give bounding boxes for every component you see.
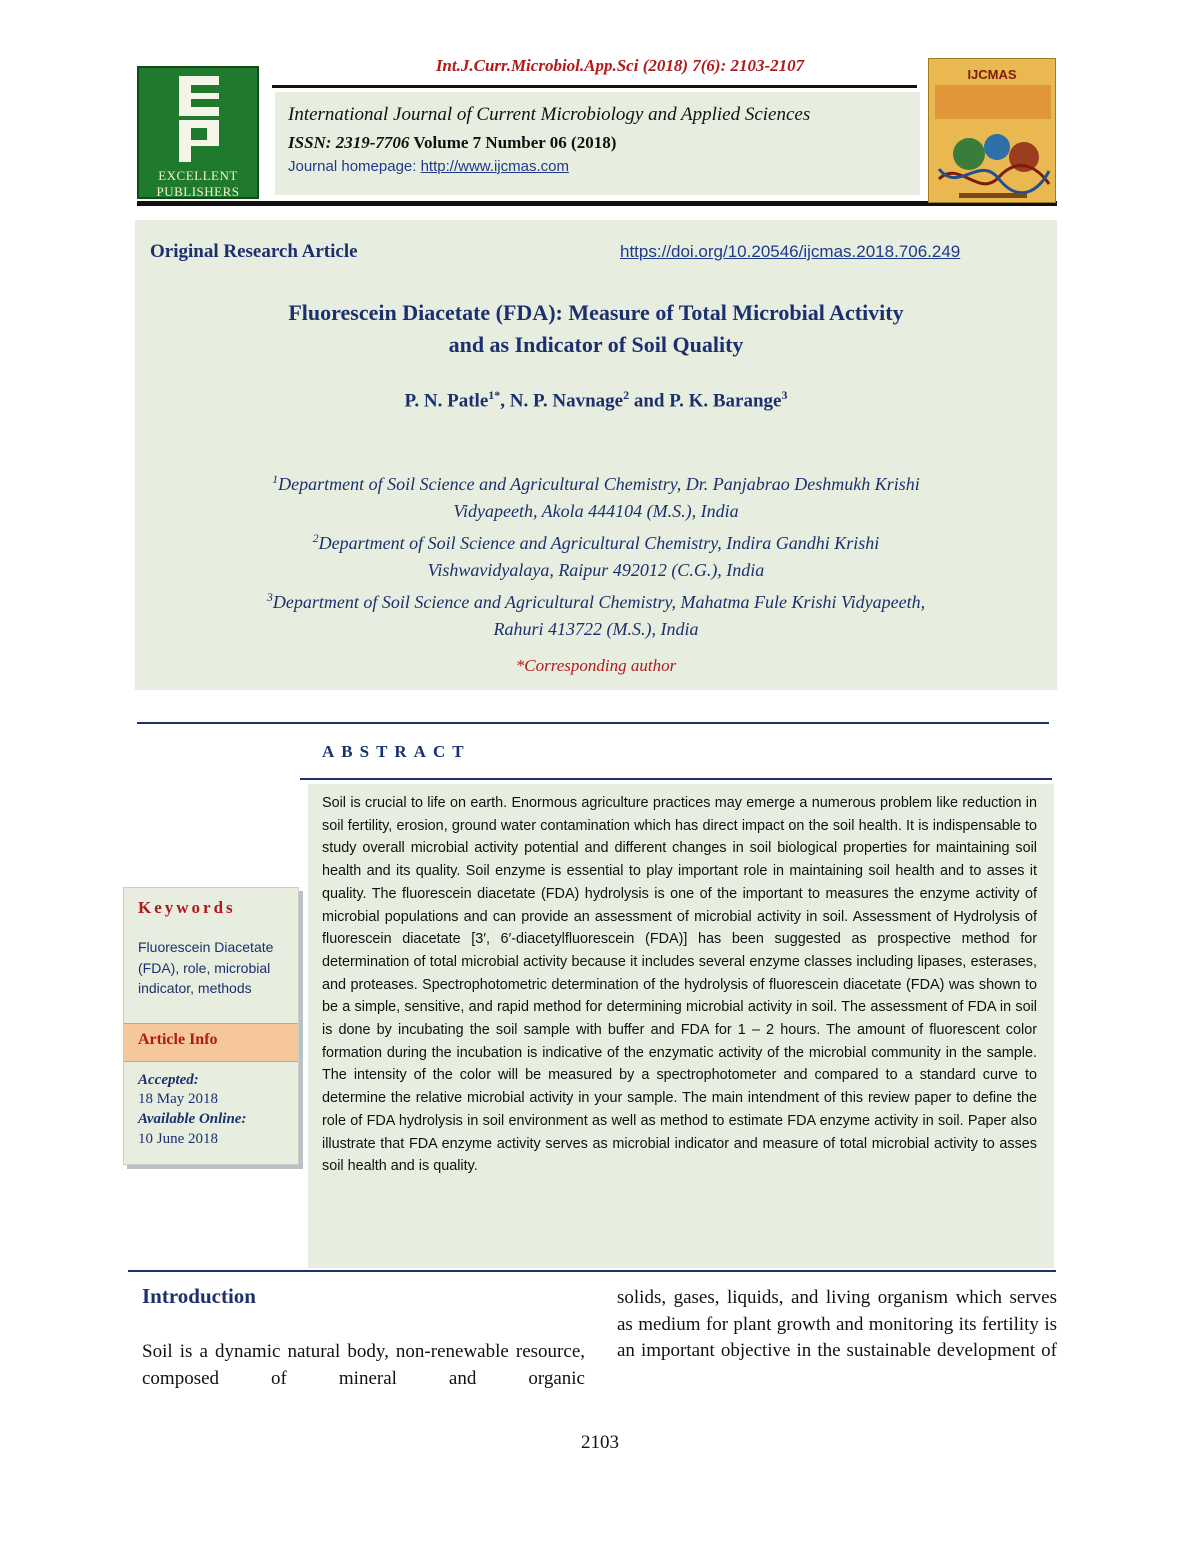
affiliation-1-line-1 (135, 466, 1057, 498)
abstract-text: Soil is crucial to life on earth. Enormous agriculture practices may emerge a numerous problem like reduction in soil fertility, erosion, ground water contamination which has direct impact on the soil health. It is indispensable to study overall microbial activity potential and different changes in soil biological properties for maintaining soil health and its quality. Soil enzyme is essential to play important role in maintaining soil health and to asses it quality. The fluorescein diacetate (FDA) hydrolysis is one of the important to measures the enzyme activity of microbial populations and can provide an assessment of microbial activity in soil. Assessment of Hydrolysis of fluorescein diacetate [3′, 6′-diacetylfluorescein (FDA)] has been suggested as prospective method for determination of total microbial activity because it includes several enzyme classes including lipases, esterases, and proteases. Spectrophotometric determination of the hydrolysis of fluorescein diacetate (FDA) was shown to be a simple, sensitive, and rapid method for determining microbial activity in soil. The assessment of FDA in soil is done by incubating the soil sample with buffer and FDA for 1 – 2 hours. The amount of fluorescent color formation during the incubation is indicative of the enzymatic activity of the microbial community in the sample. The intensity of the color will be measured by a spectrophotometer and compared to a standard curve to determine the relative microbial activity in your sample. The main intendment of this review paper to define the role of FDA hydrolysis in soil environment as well as method to estimate FDA enzyme activity in soil. Paper also illustrate that FDA enzyme activity serves as microbial indicator and measure of total microbial activity to asses soil health and is quality. (322, 795, 1037, 1175)
available-online-label: Available Online: (138, 1111, 247, 1127)
article-info-heading: Article Info (138, 1031, 218, 1048)
keywords-heading: Keywords (138, 898, 236, 917)
affiliation-2-line-2: Vishwavidyalaya, Raipur 492012 (C.G.), India (427, 560, 765, 580)
abstract-divider (300, 778, 1052, 780)
running-citation: Int.J.Curr.Microbiol.App.Sci (2018) 7(6): 2103-2107 (435, 56, 805, 75)
author-name: P. K. Barange (669, 390, 782, 412)
cover-title: IJCMAS (967, 67, 1017, 82)
corresponding-author-note: *Corresponding author (515, 656, 677, 675)
affiliation-text: Department of Soil Science and Agricultural Chemistry, Mahatma Fule Krishi Vidyapeeth, (272, 592, 926, 612)
issn: ISSN: 2319-7706 (288, 133, 410, 152)
title-line-2: and as Indicator of Soil Quality (448, 332, 744, 357)
author-affiliation-mark: 2 (623, 388, 630, 402)
author-affiliation-mark: 1* (488, 388, 501, 402)
header-top-rule (272, 85, 917, 88)
author-affiliation-mark: 3 (781, 388, 788, 402)
accepted-date: 18 May 2018 (138, 1091, 218, 1107)
abstract-heading: ABSTRACT (322, 742, 471, 761)
article-type: Original Research Article (150, 241, 358, 262)
affiliation-mark: 1 (272, 472, 279, 486)
doi-link-wrapper (620, 242, 960, 262)
affiliation-1-line-2: Vidyapeeth, Akola 444104 (M.S.), India (453, 501, 739, 521)
affiliation-text: Department of Soil Science and Agricultural Chemistry, Indira Gandhi Krishi (318, 533, 880, 553)
logo-text-line2: PUBLISHERS (156, 184, 240, 199)
author-name: N. P. Navnage (509, 390, 624, 412)
journal-name: International Journal of Current Microbiology and Applied Sciences (288, 104, 811, 125)
logo-text-line1: EXCELLENT (158, 168, 238, 183)
accepted-label: Accepted: (138, 1072, 199, 1088)
title-line-1: Fluorescein Diacetate (FDA): Measure of Total Microbial Activity (288, 300, 904, 325)
issn-volume-line (288, 133, 616, 153)
publisher-logo (137, 66, 259, 199)
affiliation-3-line-1 (135, 584, 1057, 616)
doi-link[interactable]: https://doi.org/10.20546/ijcmas.2018.706.249 (620, 242, 961, 261)
author-name: P. N. Patle (404, 390, 489, 412)
homepage-link[interactable]: http://www.ijcmas.com (420, 158, 569, 175)
affiliation-3-line-2: Rahuri 413722 (M.S.), India (493, 619, 699, 639)
author-separator: , (500, 390, 510, 412)
page-number: 2103 (581, 1432, 619, 1453)
homepage-label: Journal homepage: (288, 158, 421, 175)
introduction-column-right: solids, gases, liquids, and living organism which serves as medium for plant growth and monitoring its fertility is an important objective in the sustainable development of (617, 1287, 1057, 1361)
volume-number: Volume 7 Number 06 (2018) (409, 133, 617, 152)
affiliation-2-line-1 (135, 525, 1057, 557)
header-bottom-rule (137, 201, 1057, 206)
affiliation-mark: 3 (266, 590, 273, 604)
keywords-list: Fluorescein Diacetate (FDA), role, microbial indicator, methods (138, 939, 274, 996)
journal-cover-image (928, 58, 1056, 203)
affiliation-text: Department of Soil Science and Agricultural Chemistry, Dr. Panjabrao Deshmukh Krishi (278, 474, 920, 494)
available-online-date: 10 June 2018 (138, 1131, 218, 1147)
affiliation-list (135, 466, 1057, 643)
introduction-heading: Introduction (142, 1284, 256, 1308)
section-divider (128, 1270, 1056, 1272)
journal-homepage (288, 158, 569, 175)
author-separator: and (629, 390, 670, 412)
author-list (135, 388, 1057, 412)
section-divider (137, 722, 1049, 724)
affiliation-mark: 2 (312, 531, 319, 545)
article-title (135, 297, 1057, 361)
introduction-column-left: Soil is a dynamic natural body, non-renewable resource, composed of mineral and organic (142, 1341, 585, 1389)
